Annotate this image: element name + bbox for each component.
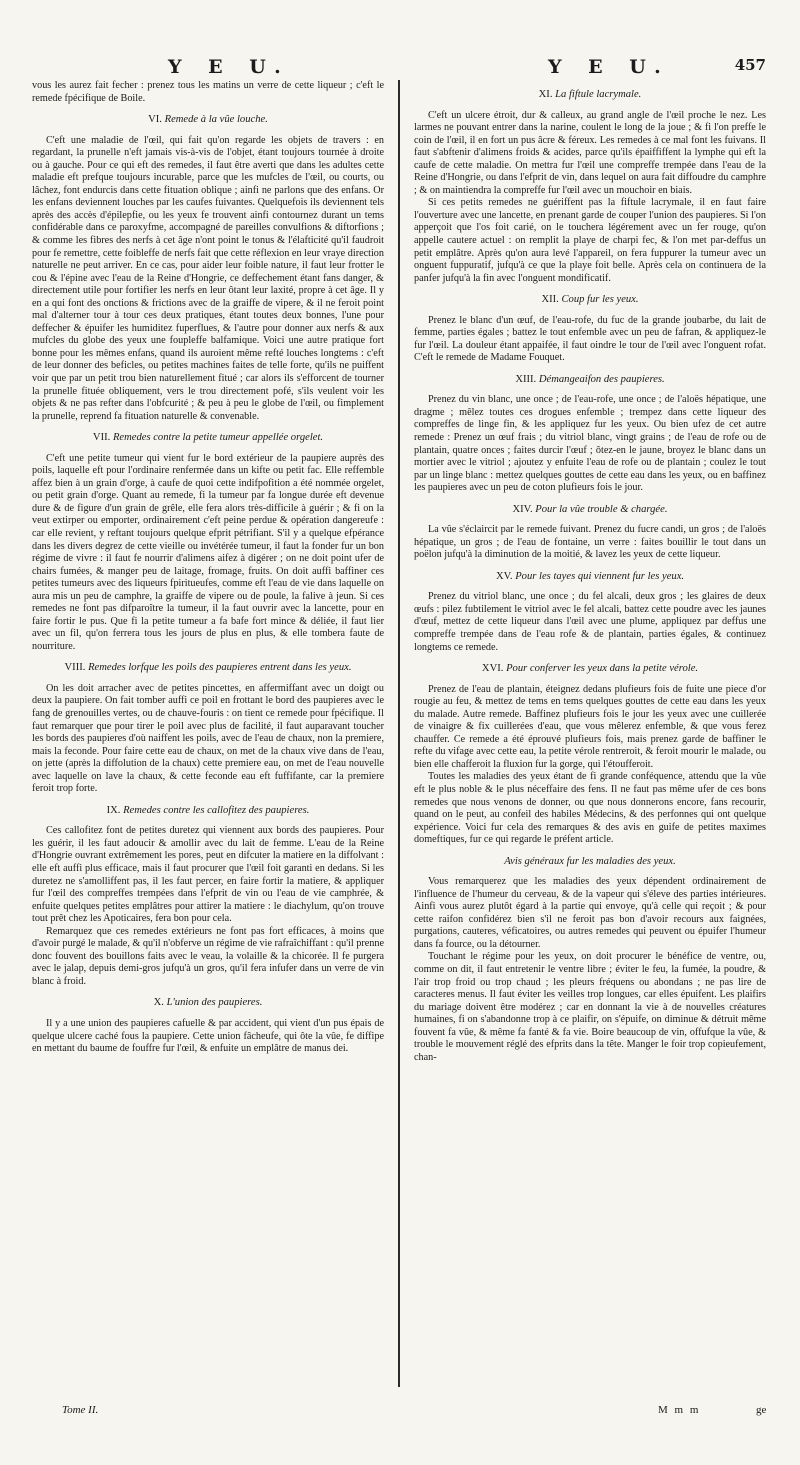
right-column <box>414 80 766 1064</box>
running-head-right: Y E U. <box>548 56 671 78</box>
section-heading: X. L'union des paupieres. <box>153 997 263 1009</box>
paragraph: C'eft une maladie de l'œil, qui fait qu'on regarde les objets de travers : en regardant, la prunelle n'eft jamais vis-à-vis de l'objet, étant toujours tournée à droite ou à gauche. Pour ce qui eft des remedes, il faut être averti que dans les adultes cette maladie eft prefque toujours incurable, parce que les mufcles de l'œil, ou courts, ou lâchez, font endurcis dans cette fituation oblique ; ainfi ne parlons que des enfans. Or les enfans deviennent louches par les caufes fuivantes. Quelquefois ils deviennent tels après des accès d'épilepfie, ou les yeux fe trouvent ainfi contournez durant un tems confidérable dans ce paroxyfme, accompagné de pareilles convulfions & diftorfions ; & comme les fibres des nerfs à cet âge n'ont point le tonus & l'élafticité qu'il faudroit pour fe remettre, cette foibleffe de nerfs fait que cette réflexion en leur vraye direction naturelle ne peut arriver. En ce cas, pour aider leur foible nature, il faut leur frotter le cou & l'épine avec l'eau de la Reine d'Hongrie, ce deffechement étant fans danger, & directement utile pour fortifier les nerfs en leur ôtant leur laxité, propre à cet âge. Il y en a qui font des onctions & frictions avec de la graiffe de vipere, & il ne feroit point mal d'alterner tour à tour ces deux pratiques, étant toutes deux bonnes, l'une pour deffecher & épuifer les humiditez fuperflues, & l'autre pour donner aux nerfs & aux mufcles du globe des yeux une foupleffe balfamique. Voici une autre pratique fort bonne pour les mêmes enfans, quand ils auroient même refté louches longtems : c'eft de leur donner des beficles, ou petites machines faites de telle forte, qu'ils ne puiffent voir que par un petit trou bien naturellement fitué ; car alors ils s'efforcent de tourner la prunelle fituée obliquement, vers le trou directement pofé, s'ils veulent voir les objets & ne pas refter dans l'obfcurité ; & peu à peu le globe de l'œil, ou fimplement la prunelle, reprend fa fituation naturelle & convenable. <box>32 134 384 422</box>
paragraph: Remarquez que ces remedes extérieurs ne font pas fort efficaces, à moins que d'avoir purgé le malade, & qu'il n'obferve un régime de vie rafraîchiffant : qu'il prenne donc fouvent des bouillons faits avec le veau, la volaille & la chicorée. Il fe purgera avec le jalap, depuis demi-gros jufqu'à un gros, qu'il fera infufer dans un verre de vin blanc à froid. <box>32 925 384 987</box>
paragraph: On les doit arracher avec de petites pincettes, en affermiffant avec un doigt ou deux la paupiere. On fait tomber auffi ce poil en frottant le bord des paupieres avec le fang de grenouilles vertes, ou de chauve-fouris : on tient ce remede pour fpécifique. Il faut remarquer que pour tirer le poil avec plus de facilité, il faut auparavant toucher les bords des paupieres d'où naiffent les poils, avec de l'eau de chaux, non la premiere, mais la feconde. Pour faire cette eau de chaux, on met de la chaux vive dans de l'eau, on jette (après la diffolution de la chaux) cette premiere eau, on met de l'eau nouvelle avec laquelle on lave la chaux, & cette feconde eau eft fuffifante, car la premiere feroit trop forte. <box>32 682 385 795</box>
paragraph: Prenez de l'eau de plantain, éteignez dedans plufieurs fois de fuite une piece d'or rougie au feu, & mettez de tems en tems quelques gouttes de cette eau dans les yeux du malade. Autre remede. Baffinez plufieurs fois le jour les yeux avec une cuillerée de vinaigre & fix cuillerées d'eau, que vous mêlerez enfemble, & que vous ferez chauffer. Ce remede a été éprouvé plufieurs fois, mais prenez garde de baffiner le refte du vifage avec cette eau, la petite vérole rentreroit, & feroit mourir le malade, ou bien elle chafferoit la fluxion fur la gorge, qui l'étoufferoit. <box>414 683 766 770</box>
paragraph: Ces callofitez font de petites duretez qui viennent aux bords des paupieres. Pour les guérir, il les faut adoucir & amollir avec du lait de femme. L'eau de la Reine d'Hongrie ouvrant extrêmement les pores, peut en difcuter la matiere en la diffolvant : elle eft auffi plus efficace, mais il faut procurer que l'œil foit garanti en dedans. Si les duretez ne s'amolliffent pas, il les faut percer, en faire fortir la matiere, & appliquer fur l'œil des compreffes trempées dans l'efprit de vin ou l'eau de vie camphrée, & enfuite quelques petites emplâtres pour attirer la matiere : le diachylum, qu'on trouve tout prêt chez les Apoticaires, fera bon pour cela. <box>32 825 384 925</box>
page-number: 457 <box>734 56 766 74</box>
paragraph: Prenez du vitriol blanc, une once ; du fel alcali, deux gros ; les glaires de deux œufs : pilez fubtilement le vitriol avec le fel alcali, battez cette poudre avec les jaunes d'œuf, mettez de cette liqueur dans l'œil avec une plume, appliquez par deffus une compreffe trempée dans de l'eau rofe & de plantain, parties égales, & continuez longtems ce remede. <box>414 591 766 653</box>
paragraph: Vous remarquerez que les maladies des yeux dépendent ordinairement de l'influence de l'humeur du cerveau, & de la vapeur qui s'éleve des parties intérieures. Ainfi vous aurez plutôt égard à la partie qui envoye, qu'à celle qui reçoit ; & pour cette raifon confidérez bien s'il ne feroit pas bon d'avoir recours aux faignées, purgations, cauteres, véficatoires, ou autres remedes qui peuvent ou épuifer l'humeur dans fa fource, ou la détourner. <box>414 876 766 950</box>
paragraph: C'eft une petite tumeur qui vient fur le bord extérieur de la paupiere auprès des poils, laquelle eft pour l'ordinaire renfermée dans un kifte ou petit fac. Elle reffemble affez bien à un grain d'orge, à caufe de quoi cette indifpofition a été nommée orgelet, ou petit grain d'orge. Quant au remede, fi la tumeur par fa longue durée eft devenue dure & de figure d'un grain de grêle, elle fera alors très-difficile à guérir ; & fi on la veut extirper ou emporter, ordinairement c'eft peine perdue & opération dangereufe : car elle revient, y reftant toujours quelque efprit pétrifiant. S'il y a quelque efpérance dans les divers degrez de cette vieille ou invétérée tumeur, il faut la fonder fur un bon régime de vivre : il faut fe nourrir d'alimens aifez à digérer ; on ne doit point ufer de chairs fumées, & manger peu de laitage, fromage, fruits. On doit auffi baffiner ces petites tumeurs avec des liqueurs fpiritueufes, comme eft l'eau de vie dans laquelle on aura mis un peu de camphre, la graiffe de vipere ou de poule, la falive à jeun. Si ces remedes ne font pas difparoître la tumeur, il la faut ouvrir avec la lancette, pour en faire fortir le pus. Que fi la petite tumeur a fa bafe fort mince & déliée, il faut lier avec un fil, qu'on ferrera tous les jours de plus en plus, & elle tombera faute de nourriture. <box>32 452 384 652</box>
paragraph: Prenez le blanc d'un œuf, de l'eau-rofe, du fuc de la grande joubarbe, du lait de femme, parties égales ; battez le tout enfemble avec un peu de fafran, & appliquez-le fur l'œil. La douleur étant appaifée, il faut oindre le tour de l'œil avec l'onguent rofat. C'eft le remede de Madame Fouquet. <box>414 314 766 364</box>
column-divider <box>398 80 400 1387</box>
paragraph: Prenez du vin blanc, une once ; de l'eau-rofe, une once ; de l'aloës hépatique, une dragme ; mêlez toutes ces drogues enfemble ; trempez dans cette liqueur des compreffes de linge fin, & les appliquez fur les yeux. Ou bien ufez de cet autre remede : Prenez un œuf frais ; du vitriol blanc, vingt grains ; de l'eau de rofe ou de plantain, quatre onces ; faites durcir l'œuf ; ôtez-en le jaune, broyez le blanc dans un mortier avec le vitriol ; ajoutez y enfuite l'eau de rofe ou de plantain ; coulez le tout par un linge blanc : mettez quelques gouttes de cette eau dans les yeux, ou en baffinez les paupieres avec un peu de coton plufieurs fois le jour. <box>414 394 766 494</box>
section-heading: Avis généraux fur les maladies des yeux. <box>504 855 676 867</box>
section-heading: XI. La fiftule lacrymale. <box>538 89 642 100</box>
section-heading: IX. Remedes contre les callofitez des paupieres. <box>106 804 310 816</box>
paragraph: Touchant le régime pour les yeux, on doit procurer le bénéfice de ventre, ou, comme on dit, il faut entretenir le ventre libre ; éviter le feu, la fumée, la poudre, & l'air trop froid ou trop chaud ; les pleurs fréquens ou abondans ; ne pas lire de caracteres menus. Il faut éviter les veilles trop longues, car elles épuifent. Les plaifirs du mariage doivent être modérez ; car en donnant la vie à de nouvelles créatures humaines, fi on s'abandonne trop à ce plaifir, on s'épuife, on diminue & détruit même fouvent fa vûe, & même fa fanté & fa vie. Boire beaucoup de vin, offufque la vûe, & trouble le mouvement réglé des efprits dans la tête. Manger le foir trop copieufement, chan- <box>414 951 766 1063</box>
section-heading: VII. Remedes contre la petite tumeur appellée orgelet. <box>92 432 324 444</box>
paragraph: La vûe s'éclaircit par le remede fuivant. Prenez du fucre candi, un gros ; de l'aloës hépatique, un gros ; de l'eau de fontaine, un verre : faites bouillir le tout dans un poëlon jufqu'à la diminution de la moitié, & lavez les yeux de cette liqueur. <box>414 524 766 561</box>
section-heading: VI. Remede à la vûe louche. <box>148 114 268 126</box>
section-heading: XII. Coup fur les yeux. <box>541 294 639 306</box>
left-column <box>32 80 384 1056</box>
section-heading: XIV. Pour la vûe trouble & chargée. <box>512 503 668 515</box>
section-heading: XV. Pour les tayes qui viennent fur les yeux. <box>495 570 685 582</box>
signature-mark: M m m <box>658 1404 701 1416</box>
section-heading: XIII. Démangeaifon des paupieres. <box>515 373 665 385</box>
paragraph: Il y a une union des paupieres cafuelle & par accident, qui vient d'un pus épais de quelque ulcere caché fous la paupiere. Cette union fâcheufe, qui ôte la vûe, fe diffipe en mettant du baume de fouffre fur l'œil, & enfuite un emplâtre de manus dei. <box>32 1017 384 1055</box>
volume-marker: Tome II. <box>62 1404 99 1416</box>
section-heading: VIII. Remedes lorfque les poils des paupieres entrent dans les yeux. <box>64 662 352 674</box>
running-head-left: Y E U. <box>168 56 291 78</box>
paragraph: Si ces petits remedes ne guériffent pas la fiftule lacrymale, il en faut faire l'ouverture avec une lancette, en prenant garde de couper l'union des paupieres. Si l'on apperçoit que l'os foit carié, on le touchera légérement avec un fer rouge, qu'on appelle cautere actuel : on remplit la playe de charpi fec, & l'on met par-deffus un petit emplâtre. Après qu'on aura levé l'appareil, on fera fuppurer la tumeur avec un onguent fuppuratif, jufqu'à ce que la playe foit belle. Après cela on continuera de la panfer jufqu'à la fin avec l'onguent mondificatif. <box>414 197 766 284</box>
paragraph: Toutes les maladies des yeux étant de fi grande conféquence, attendu que la vûe eft le plus noble & le plus néceffaire des fens. Il ne faut pas même ufer de ces bons remedes que nous venons de donner, ou que nous donnerons encore, fans recourir, quand on le peut, au confeil des habiles Médecins, & des perfonnes qui ont quelque expérience. Voici fur cela des remarques & des avis en guife de petites maximes domeftiques, fur ce qui regarde le préfent article. <box>414 771 766 846</box>
paragraph: vous les aurez fait fecher : prenez tous les matins un verre de cette liqueur ; c'eft le remede fpécifique de Boile. <box>32 80 384 104</box>
paragraph: C'eft un ulcere étroit, dur & calleux, au grand angle de l'œil proche le nez. Les larmes ne pouvant entrer dans la narine, coulent le long de la joue ; & fi l'on preffe le coin de l'œil, il en fort un pus âcre & féreux. Les remedes à ce mal font les fuivans. Il faut s'abftenir d'alimens froids & acides, parce qu'ils épaiffiffent la lymphe qui eft la caufe de cette maladie. On mettra fur l'œil une compreffe trempée dans l'eau de la Reine d'Hongrie, ou dans l'efprit de vin, dans lequel on aura fait diffoudre du camphre ; & on maintiendra la compreffe fur l'œil avec un mouchoir en biais. <box>414 109 766 196</box>
catchword: ge <box>756 1404 767 1416</box>
section-heading: XVI. Pour conferver les yeux dans la petite vérole. <box>481 663 699 675</box>
